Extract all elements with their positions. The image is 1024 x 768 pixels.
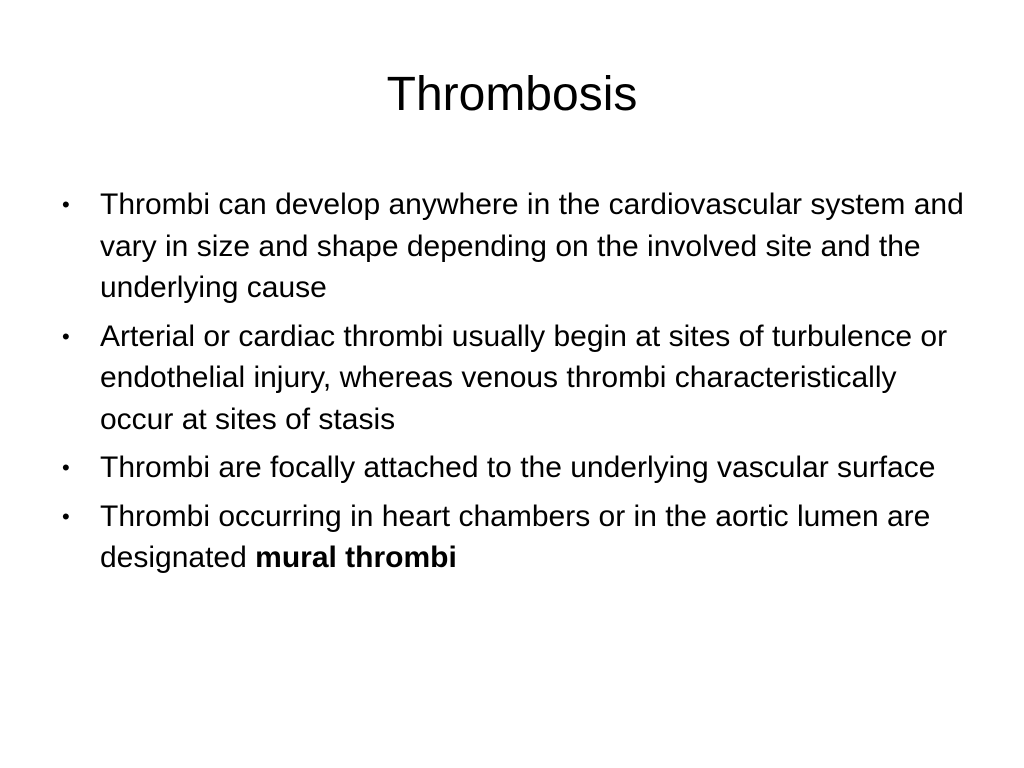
bullet-item <box>56 496 976 579</box>
bullet-item <box>56 184 976 309</box>
bullet-item <box>56 316 976 441</box>
bullet-text: Arterial or cardiac thrombi usually begin at sites of turbulence or endothelial injury, whereas venous thrombi characteristically occur at sites of stasis <box>100 319 948 436</box>
bullet-text: Thrombi can develop anywhere in the cardiovascular system and vary in size and shape depending on the involved site and the underlying cause <box>100 188 964 304</box>
bullet-dot-icon: • <box>62 192 70 217</box>
bullet-list <box>56 184 976 586</box>
bullet-text: Thrombi occurring in heart chambers or in the aortic lumen are designated <box>100 499 931 574</box>
bullet-text: Thrombi are focally attached to the underlying vascular surface <box>100 451 936 484</box>
bullet-item <box>56 447 976 489</box>
bullet-dot-icon: • <box>62 455 70 480</box>
bullet-dot-icon: • <box>62 323 70 349</box>
slide-title: Thrombosis <box>386 68 638 121</box>
bullet-bold-term: mural thrombi <box>255 541 457 574</box>
bullet-dot-icon: • <box>62 503 70 529</box>
